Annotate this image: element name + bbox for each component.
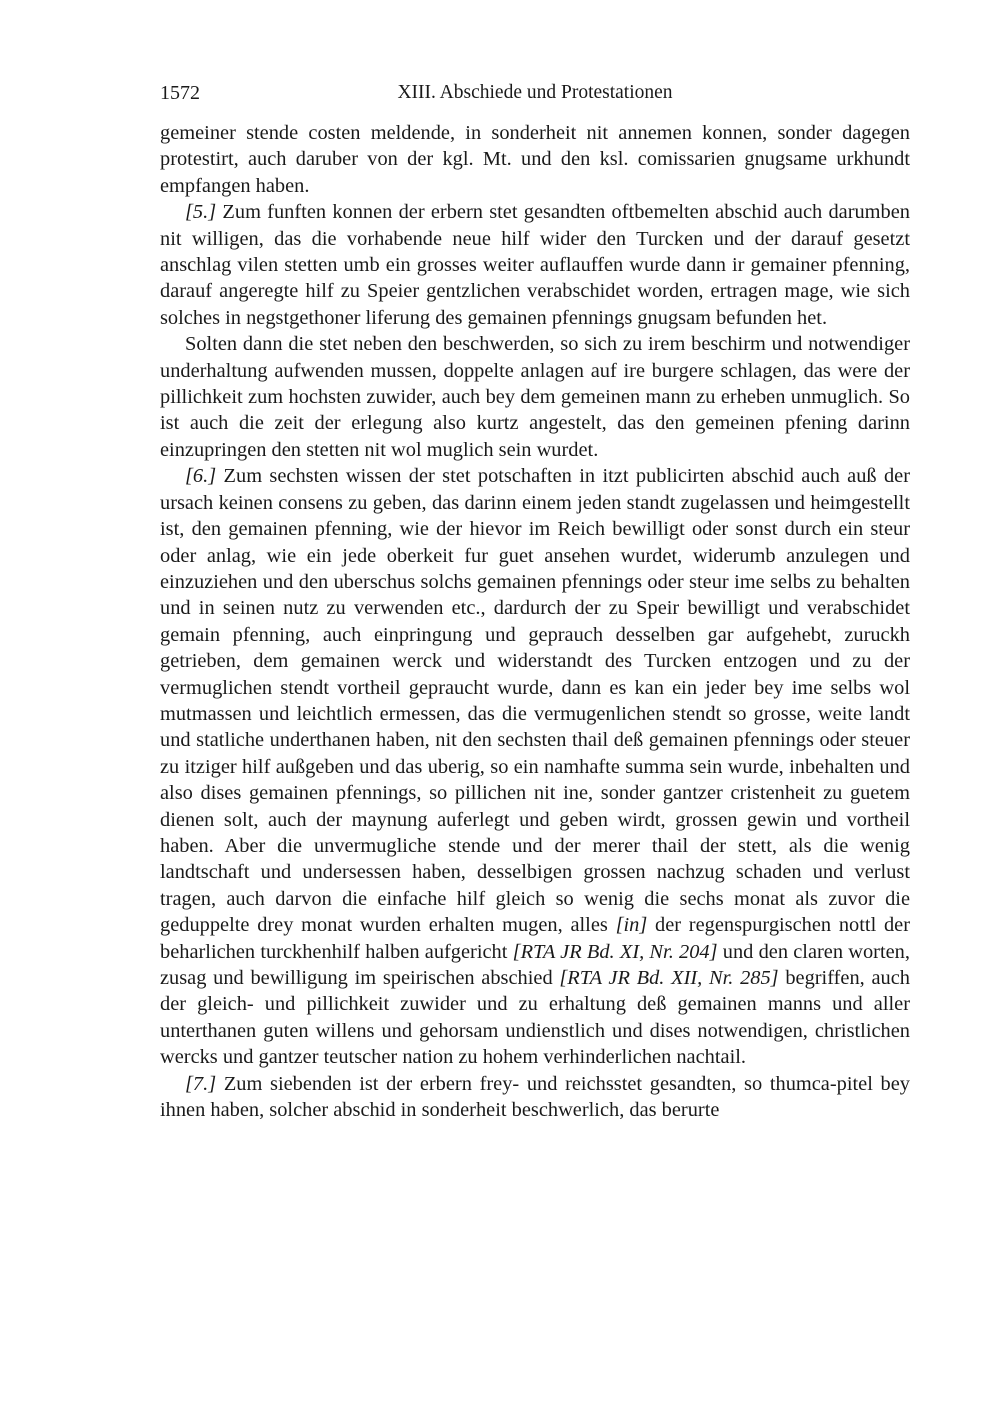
running-title: XIII. Abschiede und Protestationen bbox=[397, 82, 673, 103]
paragraph-text: gemeiner stende costen meldende, in sonderheit nit annemen konnen, sonder dagegen protestirt, auch daruber von der kgl. Mt. und den ksl. comissarien gnugsame urkhundt empfangen haben. bbox=[160, 122, 910, 197]
item-marker: [5.] bbox=[185, 201, 217, 224]
paragraph-text: Zum funften konnen der erbern stet gesandten oftbemelten abschid auch darumben nit willigen, das die vorhabende neue hilf wider den Turcken und der darauf gesetzt anschlag vilen stetten umb ein grosses weiter auflauffen wurde dann ir gemainer pfenning, darauf angeregte hilf zu Speier gentzlichen verabschidet worden, ertragen mage, wie sich solches in negstgethoner liferung des gemainen pfennings gnugsam befunden het. bbox=[160, 201, 910, 329]
paragraph-text: Solten dann die stet neben den beschwerden, so sich zu irem beschirm und notwendiger underhaltung aufwenden mussen, doppelte anlagen auf ire burgere schlagen, das were der pillichkeit zum hochsten zuwider, auch bey dem gemeinen mann zu erheben unmuglich. So ist auch die zeit der erlegung also kurtz angestelt, das den gemeinen pfening darinn einzupringen den stetten nit wol muglich sein wurdet. bbox=[160, 333, 910, 461]
paragraph-text: Zum siebenden ist der erbern frey- und reichsstet gesandten, so thumca-pitel bey ihnen haben, solcher abschid in sonderheit beschwerlich, das berurte bbox=[160, 1072, 910, 1122]
paragraph-item-6 bbox=[160, 463, 910, 1070]
paragraph-text: begriffen, auch der gleich- und pillichkeit zuwider und zu erhaltung deß gemainen manns und aller unterthanen guten willens und gehorsam undienstlich und dises notwendigen, christlichen wercks und gantzer teutscher nation zu hohem verhinderlichen nachtail. bbox=[160, 967, 910, 1069]
paragraph-text: und den claren worten, zusag und bewilligung im speirischen abschied bbox=[160, 940, 910, 989]
editorial-reference: [RTA JR Bd. XII, Nr. 285] bbox=[559, 967, 779, 989]
paragraph-item-7 bbox=[160, 1071, 910, 1124]
paragraph-item-5 bbox=[160, 199, 910, 331]
page-number: 1572 bbox=[160, 82, 200, 104]
editorial-reference: [RTA JR Bd. XI, Nr. 204] bbox=[512, 940, 718, 963]
document-page bbox=[160, 78, 910, 1123]
paragraph-solten bbox=[160, 331, 910, 463]
item-marker: [7.] bbox=[185, 1072, 217, 1095]
paragraph-continuation bbox=[160, 120, 910, 199]
body-text bbox=[160, 120, 910, 1123]
running-header bbox=[160, 78, 910, 108]
paragraph-text: der regenspurgischen nottl der beharlichen turckhenhilf halben aufgericht bbox=[160, 914, 910, 963]
paragraph-text: Zum sechsten wissen der stet potschaften in itzt publicirten abschid auch auß der ursach keinen consens zu geben, das darinn einem jeden standt zugelassen und heimgestellt ist, den gemainen pfenning, wie der hievor im Reich bewilligt oder sonst durch ein steur oder anlag, wie ein jede oberkeit fur guet ansehen wurdet, widerumb anzulegen und einzuziehen und den uberschus solchs gemainen pfennings oder steur ime selbs zu behalten und in seinen nutz zu verwenden etc., dardurch der zu Speir bewilligt und verabschidet gemain pfenning, auch einpringung und geprauch desselben gar aufgehebt, zuruckh getrieben, dem gemainen werck und widerstandt des Turcken entzogen und zu der vermuglichen stendt vortheil gepraucht wurde, dann es kan ein jeder bey ime selbs wol mutmassen und leichtlich ermessen, das die vermugenlichen stendt so grosse, weite landt und statliche underthanen haben, nit den sechsten thail deß gemainen pfennings oder steuer zu itziger hilf außgeben und das uberig, so ein namhafte summa sein wurde, inbehalten und also dises gemainen pfennings, so pillichen nit ine, sonder gantzer cristenheit zu guetem dienen solt, auch der maynung auferlegt und geben wirdt, grossen gewin und vortheil haben. Aber die unvermugliche stende und der merer thail der stett, als die wenig landtschaft und undersessen haben, desselbigen grossen nachzug schaden und verlust tragen, auch darvon die einfache hilf gleich so wenig die sechs monat als zuvor die geduppelte drey monat wurden erhalten mugen, alles bbox=[160, 465, 910, 937]
editorial-insertion: [in] bbox=[615, 914, 648, 937]
item-marker: [6.] bbox=[185, 465, 217, 488]
